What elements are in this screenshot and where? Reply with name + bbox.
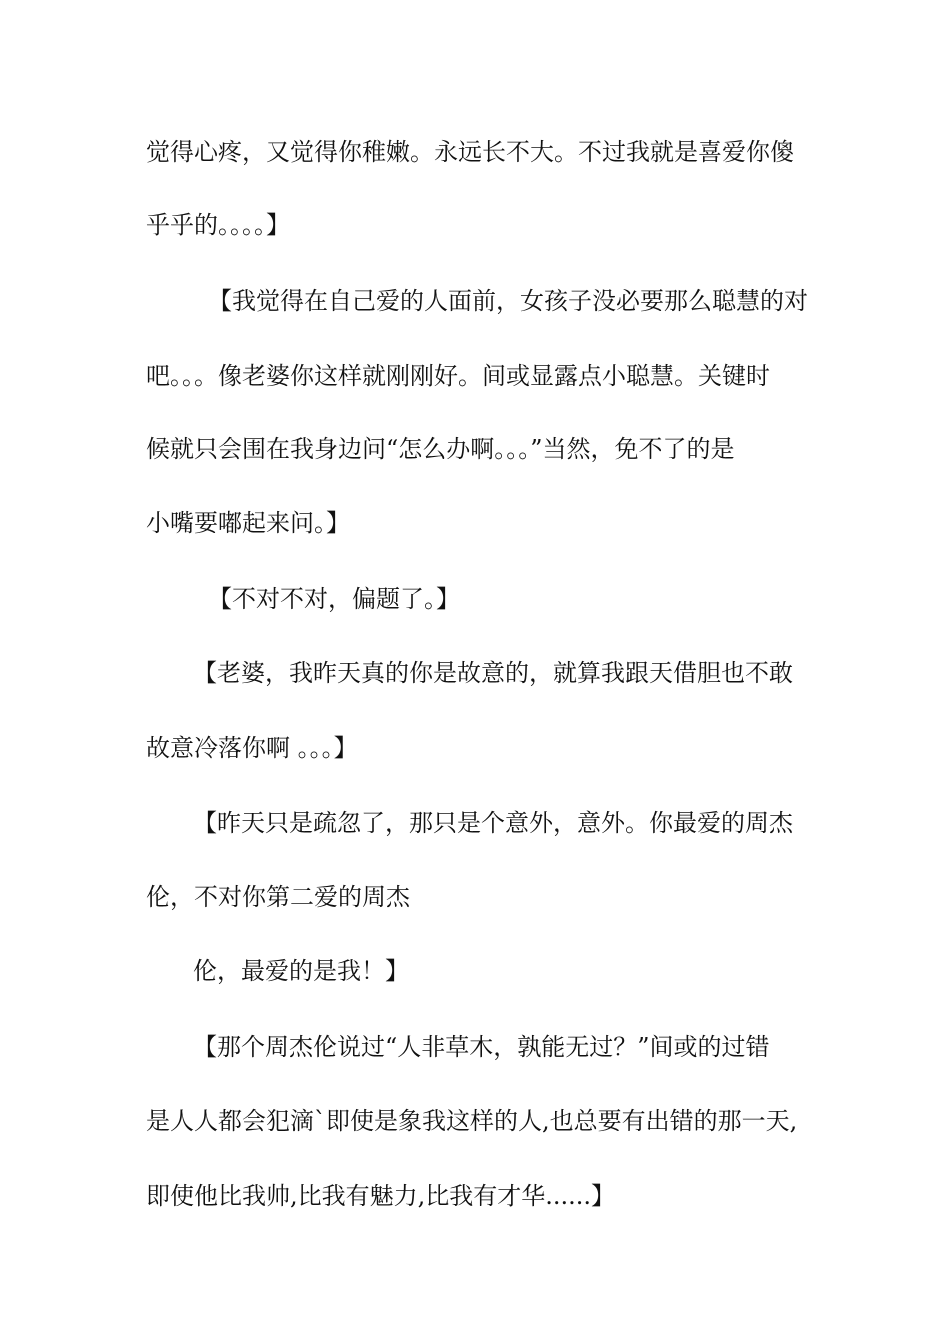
paragraph-line: 故意冷落你啊 。。。】 — [146, 734, 358, 762]
paragraph-line: 吧。。。像老婆你这样就刚刚好。间或显露点小聪慧。关键时 — [146, 362, 770, 390]
paragraph-line: 是人人都会犯滴`即使是象我这样的人,也总要有出错的那一天, — [146, 1107, 798, 1135]
paragraph-line: 【我觉得在自己爱的人面前，女孩子没必要那么聪慧的对 — [208, 287, 808, 315]
paragraph-line: 【昨天只是疏忽了，那只是个意外，意外。你最爱的周杰 — [193, 809, 793, 837]
paragraph-line: 【那个周杰伦说过“人非草木，孰能无过？”间或的过错 — [193, 1033, 770, 1061]
paragraph-line: 【老婆，我昨天真的你是故意的，就算我跟天借胆也不敢 — [193, 659, 793, 687]
paragraph-line: 伦，不对你第二爱的周杰 — [146, 883, 410, 911]
paragraph-line: 即使他比我帅,比我有魅力,比我有才华......】 — [146, 1182, 616, 1210]
paragraph-line: 伦，最爱的是我！】 — [193, 957, 409, 985]
paragraph-line: 【不对不对，偏题了。】 — [208, 585, 460, 613]
paragraph-line: 小嘴要嘟起来问。】 — [146, 509, 350, 537]
paragraph-line: 乎乎的。。。。】 — [146, 211, 290, 239]
paragraph-line: 觉得心疼，又觉得你稚嫩。永远长不大。不过我就是喜爱你傻 — [146, 138, 794, 166]
paragraph-line: 候就只会围在我身边问“怎么办啊。。。”当然，免不了的是 — [146, 435, 735, 463]
